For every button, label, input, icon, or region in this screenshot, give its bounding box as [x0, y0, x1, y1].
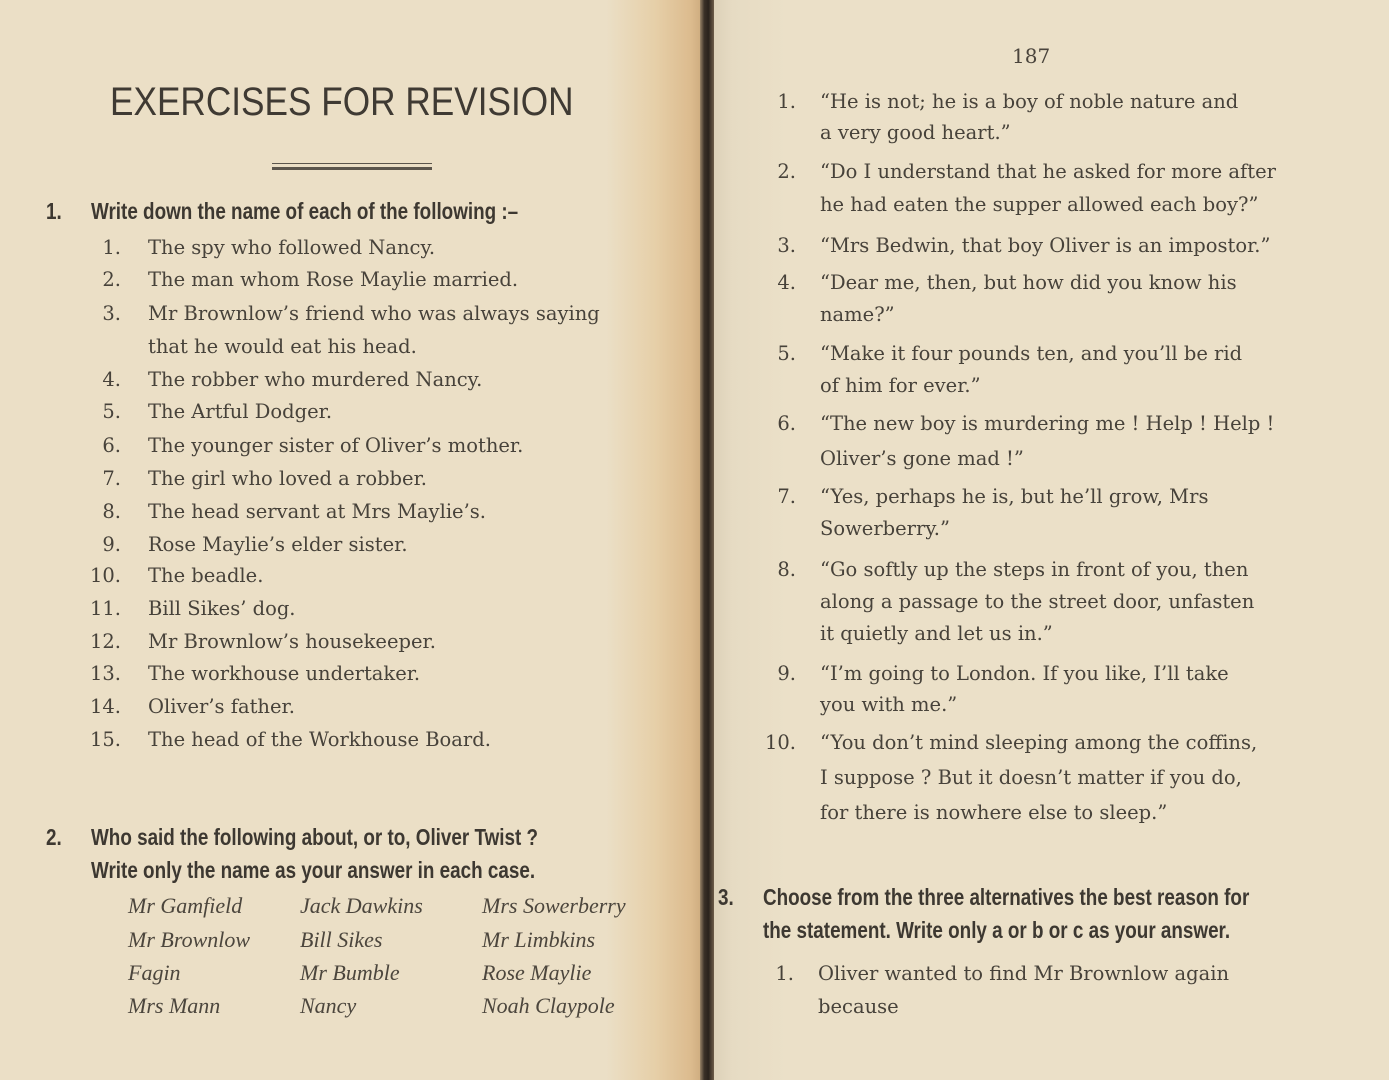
item-text: for there is nowhere else to sleep.”	[820, 801, 1168, 824]
question-3-heading-line1: Choose from the three alternatives the best reason for	[763, 884, 1250, 910]
item-text: a very good heart.”	[820, 121, 1011, 144]
item-number: 6.	[777, 412, 796, 435]
item-number: 3.	[777, 234, 796, 257]
question-1-heading: Write down the name of each of the following :–	[91, 198, 519, 224]
item-text: The Artful Dodger.	[148, 400, 333, 423]
item-text: “Go softly up the steps in front of you, then	[820, 558, 1249, 581]
item-text: name?”	[820, 303, 895, 326]
item-text: he had eaten the supper allowed each boy?”	[820, 193, 1259, 216]
item-number: 12.	[89, 630, 121, 653]
question-3-number: 3.	[718, 884, 734, 910]
item-number: 2.	[102, 268, 121, 291]
item-number: 15.	[89, 728, 121, 751]
character-name: Bill Sikes	[300, 927, 383, 952]
item-number: 10.	[764, 731, 796, 754]
character-name: Rose Maylie	[482, 960, 592, 985]
item-number: 4.	[102, 368, 121, 391]
item-text: Sowerberry.”	[820, 517, 950, 540]
character-name: Mr Bumble	[300, 960, 400, 985]
item-text: The head of the Workhouse Board.	[148, 728, 491, 751]
item-text: “You don’t mind sleeping among the coffins,	[820, 731, 1258, 754]
item-text: you with me.”	[820, 693, 958, 716]
title-divider	[272, 163, 432, 164]
question-2-number: 2.	[46, 824, 62, 850]
character-name: Noah Claypole	[482, 993, 615, 1018]
item-text: I suppose ? But it doesn’t matter if you do,	[820, 766, 1242, 789]
item-text: Bill Sikes’ dog.	[148, 597, 296, 620]
item-number: 2.	[777, 160, 796, 183]
item-text: The girl who loved a robber.	[148, 467, 427, 490]
item-text: “Yes, perhaps he is, but he’ll grow, Mrs	[820, 485, 1209, 508]
character-name: Jack Dawkins	[300, 893, 423, 918]
item-text: Rose Maylie’s elder sister.	[148, 533, 408, 556]
item-text: Oliver’s father.	[148, 695, 295, 718]
item-number: 8.	[102, 500, 121, 523]
item-number: 13.	[89, 662, 121, 685]
character-name: Mr Brownlow	[128, 927, 251, 952]
item-number: 1.	[102, 236, 121, 259]
item-text: Mr Brownlow’s friend who was always saying	[148, 302, 600, 325]
item-text: of him for ever.”	[820, 374, 981, 397]
question-2-heading-line1: Who said the following about, or to, Oliver Twist ?	[91, 824, 539, 850]
item-text: The head servant at Mrs Maylie’s.	[148, 500, 486, 523]
item-text: The man whom Rose Maylie married.	[148, 268, 519, 291]
item-number: 11.	[89, 597, 121, 620]
character-name: Nancy	[300, 993, 357, 1018]
item-number: 3.	[102, 302, 121, 325]
item-text: “I’m going to London. If you like, I’ll take	[820, 662, 1229, 685]
item-number: 5.	[102, 400, 121, 423]
item-text: “Mrs Bedwin, that boy Oliver is an impostor.”	[820, 234, 1271, 257]
item-text: The spy who followed Nancy.	[148, 236, 436, 259]
question-1-number: 1.	[46, 198, 62, 224]
item-number: 9.	[102, 533, 121, 556]
title-divider-thick	[272, 167, 432, 170]
book-spine	[700, 0, 714, 1080]
item-text: The robber who murdered Nancy.	[148, 368, 483, 391]
item-text: “The new boy is murdering me ! Help ! Help !	[820, 412, 1275, 435]
item-text: Mr Brownlow’s housekeeper.	[148, 630, 436, 653]
item-text: Oliver’s gone mad !”	[820, 447, 1024, 470]
question-2-heading-line2: Write only the name as your answer in each case.	[91, 857, 536, 883]
character-name: Mrs Mann	[128, 993, 221, 1018]
character-name: Mr Limbkins	[482, 927, 596, 952]
page-number: 187	[1012, 44, 1051, 68]
item-text: because	[818, 995, 899, 1018]
item-number: 7.	[102, 467, 121, 490]
item-text: “Make it four pounds ten, and you’ll be rid	[820, 342, 1243, 365]
item-text: “Dear me, then, but how did you know his	[820, 271, 1237, 294]
item-text: Oliver wanted to find Mr Brownlow again	[818, 962, 1230, 985]
item-number: 1.	[777, 90, 796, 113]
item-text: that he would eat his head.	[148, 335, 417, 358]
item-text: along a passage to the street door, unfasten	[820, 590, 1255, 613]
item-number: 5.	[777, 342, 796, 365]
item-text: The workhouse undertaker.	[148, 662, 421, 685]
item-text: “Do I understand that he asked for more after	[820, 160, 1276, 183]
character-name: Mr Gamfield	[128, 893, 243, 918]
item-number: 8.	[777, 558, 796, 581]
item-number: 6.	[102, 434, 121, 457]
character-name: Fagin	[128, 960, 181, 985]
item-number: 9.	[777, 662, 796, 685]
item-number: 1.	[775, 962, 794, 985]
question-3-heading-line2: the statement. Write only a or b or c as your answer.	[763, 917, 1231, 943]
item-number: 4.	[777, 271, 796, 294]
item-text: The beadle.	[148, 564, 264, 587]
page-title: EXERCISES FOR REVISION	[110, 80, 574, 124]
item-text: it quietly and let us in.”	[820, 622, 1053, 645]
item-number: 10.	[89, 564, 121, 587]
item-text: “He is not; he is a boy of noble nature and	[820, 90, 1239, 113]
item-number: 14.	[89, 695, 121, 718]
character-name: Mrs Sowerberry	[482, 893, 626, 918]
item-text: The younger sister of Oliver’s mother.	[148, 434, 524, 457]
item-number: 7.	[777, 485, 796, 508]
